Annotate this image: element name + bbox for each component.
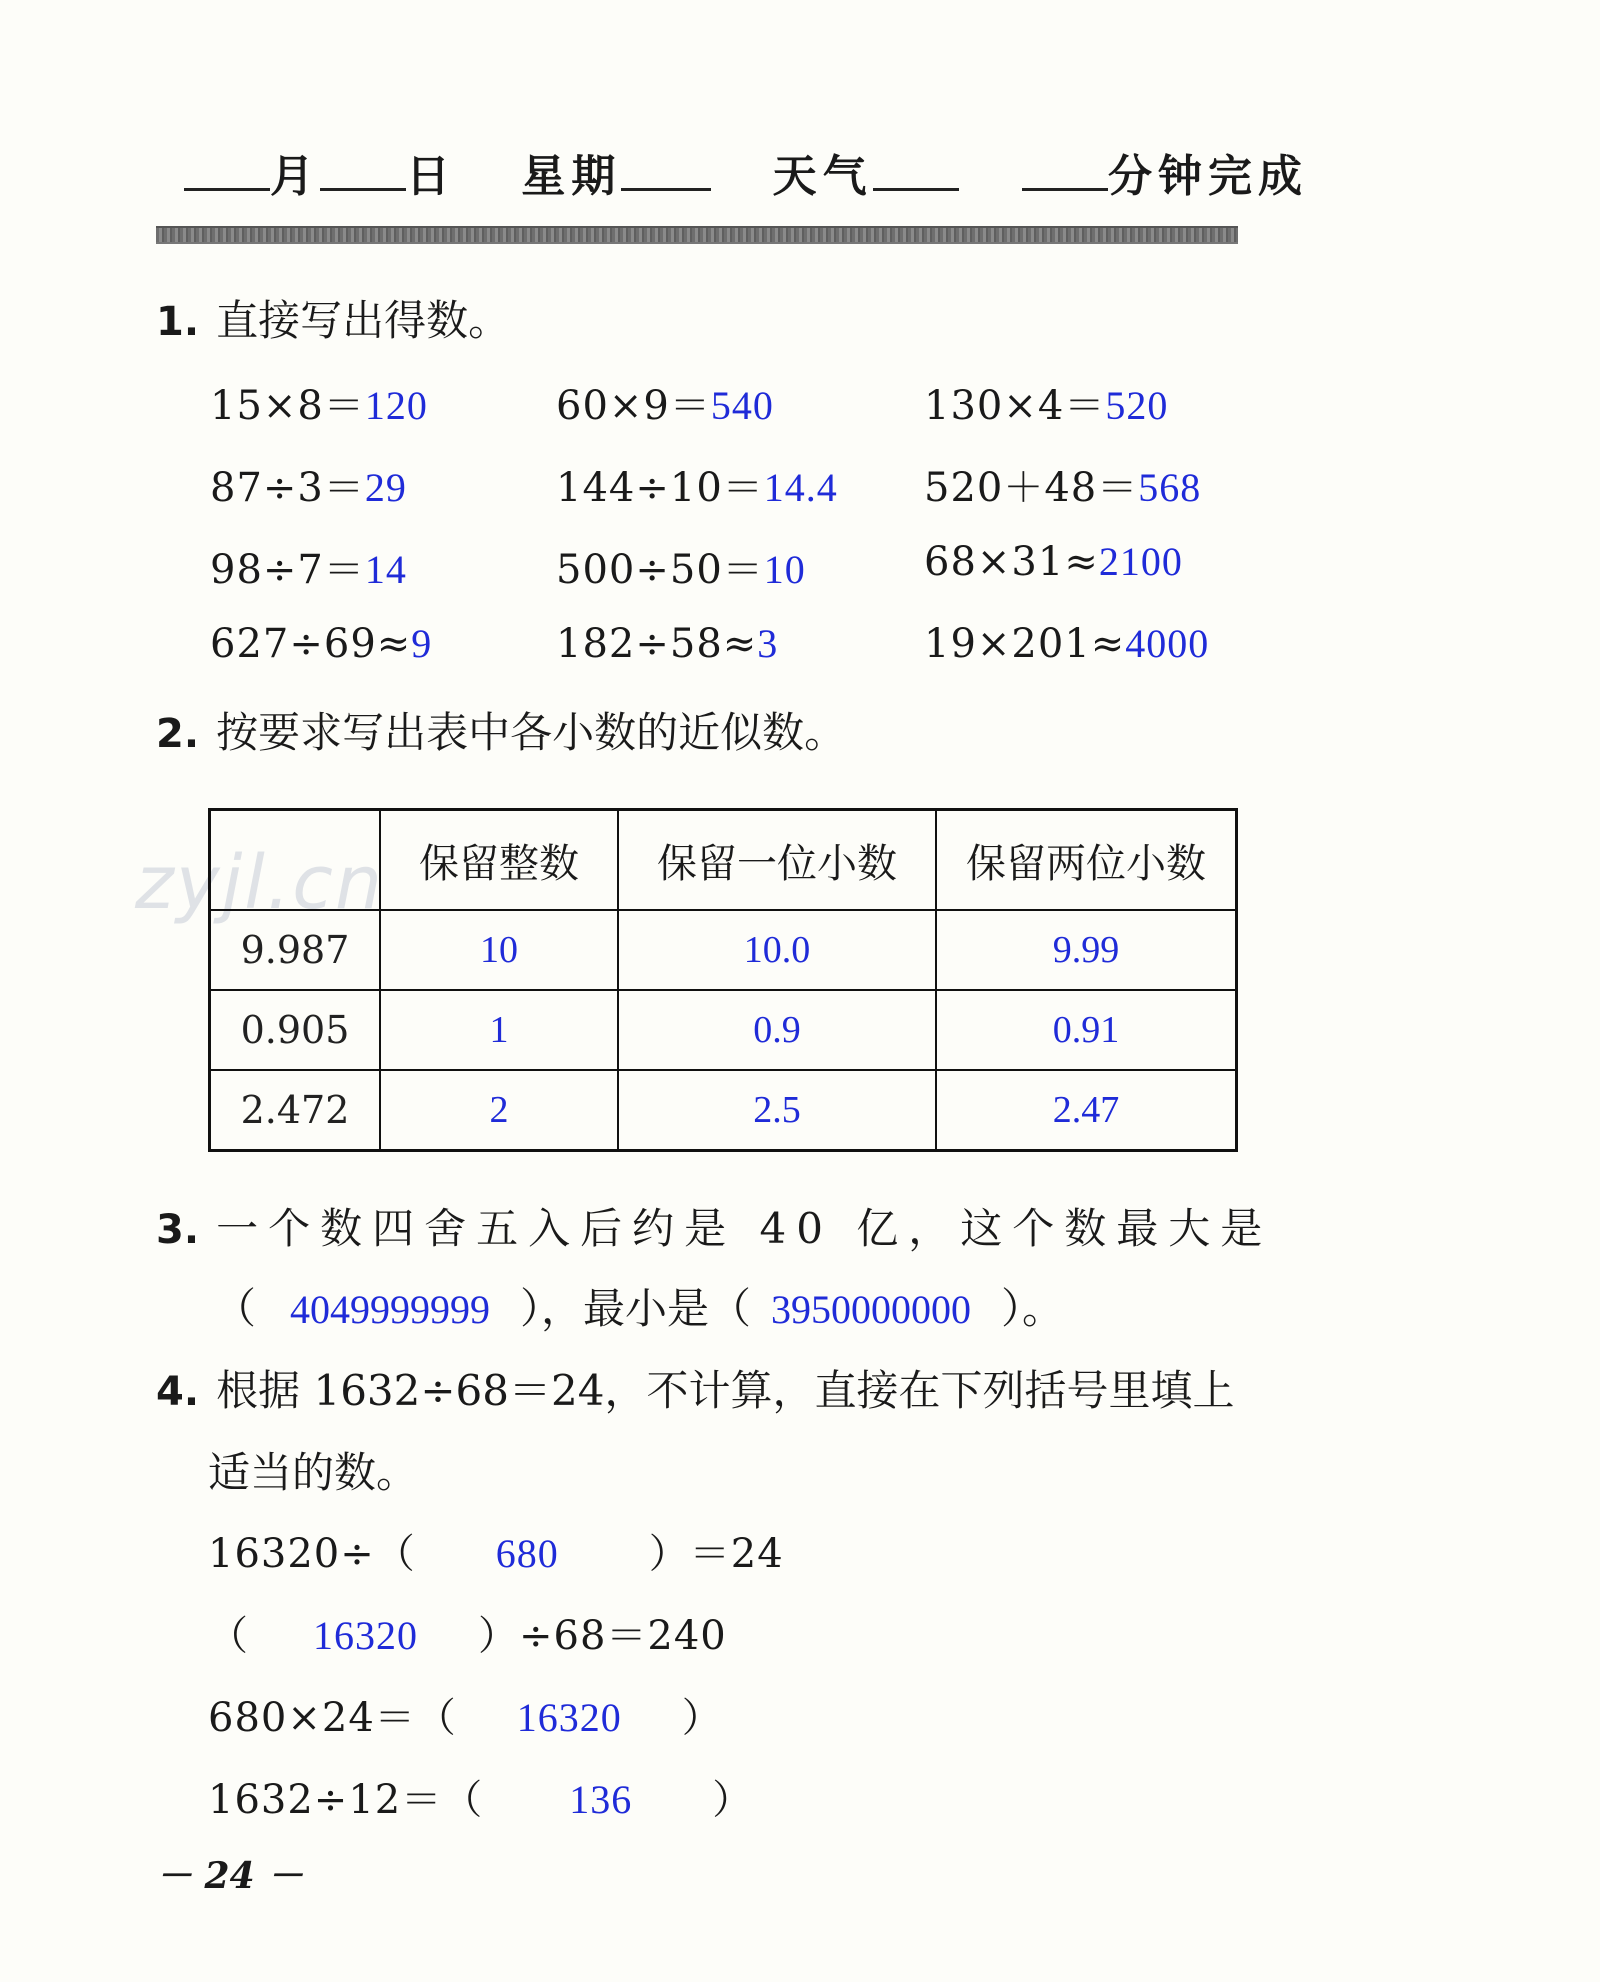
month-label: 月 <box>270 151 320 202</box>
q4-row <box>208 1768 753 1825</box>
weekday-blank <box>621 148 711 191</box>
q4-pre: 16320÷（ <box>208 1531 416 1577</box>
month-blank <box>184 148 270 191</box>
table-cell-decimal: 0.905 <box>210 990 381 1070</box>
q1-item <box>210 538 407 595</box>
table-cell-answer: 2.5 <box>618 1070 936 1151</box>
table-row <box>210 910 1237 990</box>
q4-text: 根据 1632÷68＝24，不计算，直接在下列括号里填上 <box>216 1366 1235 1415</box>
day-blank <box>320 148 406 191</box>
watermark: zyjl.cn <box>135 840 384 926</box>
weekday-label: 星期 <box>521 151 622 202</box>
minutes-label: 分钟完成 <box>1107 151 1308 202</box>
q1-item <box>556 538 806 595</box>
q2-number: 2. <box>156 711 200 757</box>
q1-expr: 98÷7＝ <box>210 547 365 593</box>
q3-answer-max: 4049999999 <box>290 1287 491 1332</box>
q1-expr: 15×8＝ <box>210 383 365 429</box>
q1-expr: 627÷69≈ <box>210 621 412 667</box>
q1-expr: 130×4＝ <box>924 383 1106 429</box>
q1-answer: 14.4 <box>763 465 838 510</box>
q1-item <box>924 538 1183 585</box>
q1-number: 1. <box>156 299 200 345</box>
q4-answer: 16320 <box>516 1695 622 1740</box>
table-row <box>210 1070 1237 1151</box>
q1-expr: 19×201≈ <box>924 621 1126 667</box>
q4-row <box>208 1604 727 1661</box>
page-number: － 24 － <box>156 1855 304 1897</box>
q1-answer: 2100 <box>1098 539 1183 584</box>
q4-post: ）＝24 <box>648 1531 784 1577</box>
q1-expr: 520＋48＝ <box>924 465 1139 511</box>
q1-answer: 3 <box>757 621 779 666</box>
q1-expr: 144÷10＝ <box>556 465 764 511</box>
q3-mid-text: ），最小是（ <box>520 1284 752 1333</box>
q4-number: 4. <box>156 1369 200 1415</box>
table-cell-decimal: 9.987 <box>210 910 381 990</box>
q1-answer: 29 <box>364 465 407 510</box>
q1-item <box>924 456 1201 513</box>
q1-expr: 500÷50＝ <box>556 547 764 593</box>
table-header-row <box>210 810 1237 911</box>
q1-heading <box>156 288 510 348</box>
q4-line-2: 适当的数。 <box>208 1448 419 1497</box>
q1-item <box>210 456 407 513</box>
table-cell-answer: 0.9 <box>618 990 936 1070</box>
q1-answer: 4000 <box>1125 621 1210 666</box>
q1-title: 直接写出得数。 <box>216 296 511 345</box>
q1-item <box>556 620 778 667</box>
table-row <box>210 990 1237 1070</box>
q4-post: ） <box>681 1695 723 1741</box>
q4-pre: 680×24＝（ <box>208 1695 457 1741</box>
q1-item <box>556 374 774 431</box>
q1-answer: 568 <box>1138 465 1202 510</box>
q4-answer: 136 <box>569 1777 633 1822</box>
q4-pre: 1632÷12＝（ <box>208 1777 484 1823</box>
table-cell-decimal: 2.472 <box>210 1070 381 1151</box>
q1-expr: 87÷3＝ <box>210 465 365 511</box>
q3-open-paren: （ <box>214 1284 257 1333</box>
q1-answer: 540 <box>710 383 774 428</box>
q1-item <box>556 456 838 513</box>
table-header-cell <box>210 810 381 911</box>
minutes-blank <box>1022 148 1108 191</box>
table-cell-answer: 2.47 <box>936 1070 1237 1151</box>
q4-pre: （ <box>208 1613 249 1659</box>
q3-answer-min: 3950000000 <box>771 1287 972 1332</box>
table-cell-answer: 10 <box>380 910 618 990</box>
q3-close-text: ）。 <box>1001 1284 1065 1333</box>
q3-number: 3. <box>156 1207 200 1253</box>
header-rule <box>156 226 1238 244</box>
weather-blank <box>873 148 959 191</box>
table-cell-answer: 9.99 <box>936 910 1237 990</box>
q3-line-1 <box>156 1196 1272 1256</box>
q4-answer: 680 <box>495 1531 559 1576</box>
q1-expr: 182÷58≈ <box>556 621 758 667</box>
q1-item <box>210 620 432 667</box>
q3-line-2 <box>214 1276 1064 1336</box>
q4-row <box>208 1522 784 1579</box>
table-cell-answer: 2 <box>380 1070 618 1151</box>
day-label: 日 <box>406 151 456 202</box>
q1-item <box>210 374 428 431</box>
table-cell-answer: 0.91 <box>936 990 1237 1070</box>
q4-row <box>208 1686 723 1743</box>
q4-post: ）÷68＝240 <box>478 1613 727 1659</box>
q1-answer: 520 <box>1105 383 1169 428</box>
rounding-table <box>208 808 1238 1152</box>
q2-heading <box>156 700 846 760</box>
table-cell-answer: 10.0 <box>618 910 936 990</box>
table-header-cell: 保留两位小数 <box>936 810 1237 911</box>
table-header-cell: 保留一位小数 <box>618 810 936 911</box>
q1-expr: 68×31≈ <box>924 539 1099 585</box>
q1-item <box>924 374 1168 431</box>
table-header-cell: 保留整数 <box>380 810 618 911</box>
q1-item <box>924 620 1209 667</box>
q1-answer: 9 <box>411 621 433 666</box>
weather-label: 天气 <box>772 151 873 202</box>
q2-title: 按要求写出表中各小数的近似数。 <box>216 708 847 757</box>
q4-post: ） <box>712 1777 754 1823</box>
q3-text: 一个数四舍五入后约是 40 亿，这个数最大是 <box>216 1204 1273 1253</box>
q4-line-1 <box>156 1358 1234 1418</box>
q1-answer: 120 <box>364 383 428 428</box>
table-cell-answer: 1 <box>380 990 618 1070</box>
q1-answer: 14 <box>364 547 407 592</box>
q1-answer: 10 <box>763 547 806 592</box>
q4-answer: 16320 <box>313 1613 418 1658</box>
header-line <box>184 140 1308 204</box>
q1-expr: 60×9＝ <box>556 383 711 429</box>
